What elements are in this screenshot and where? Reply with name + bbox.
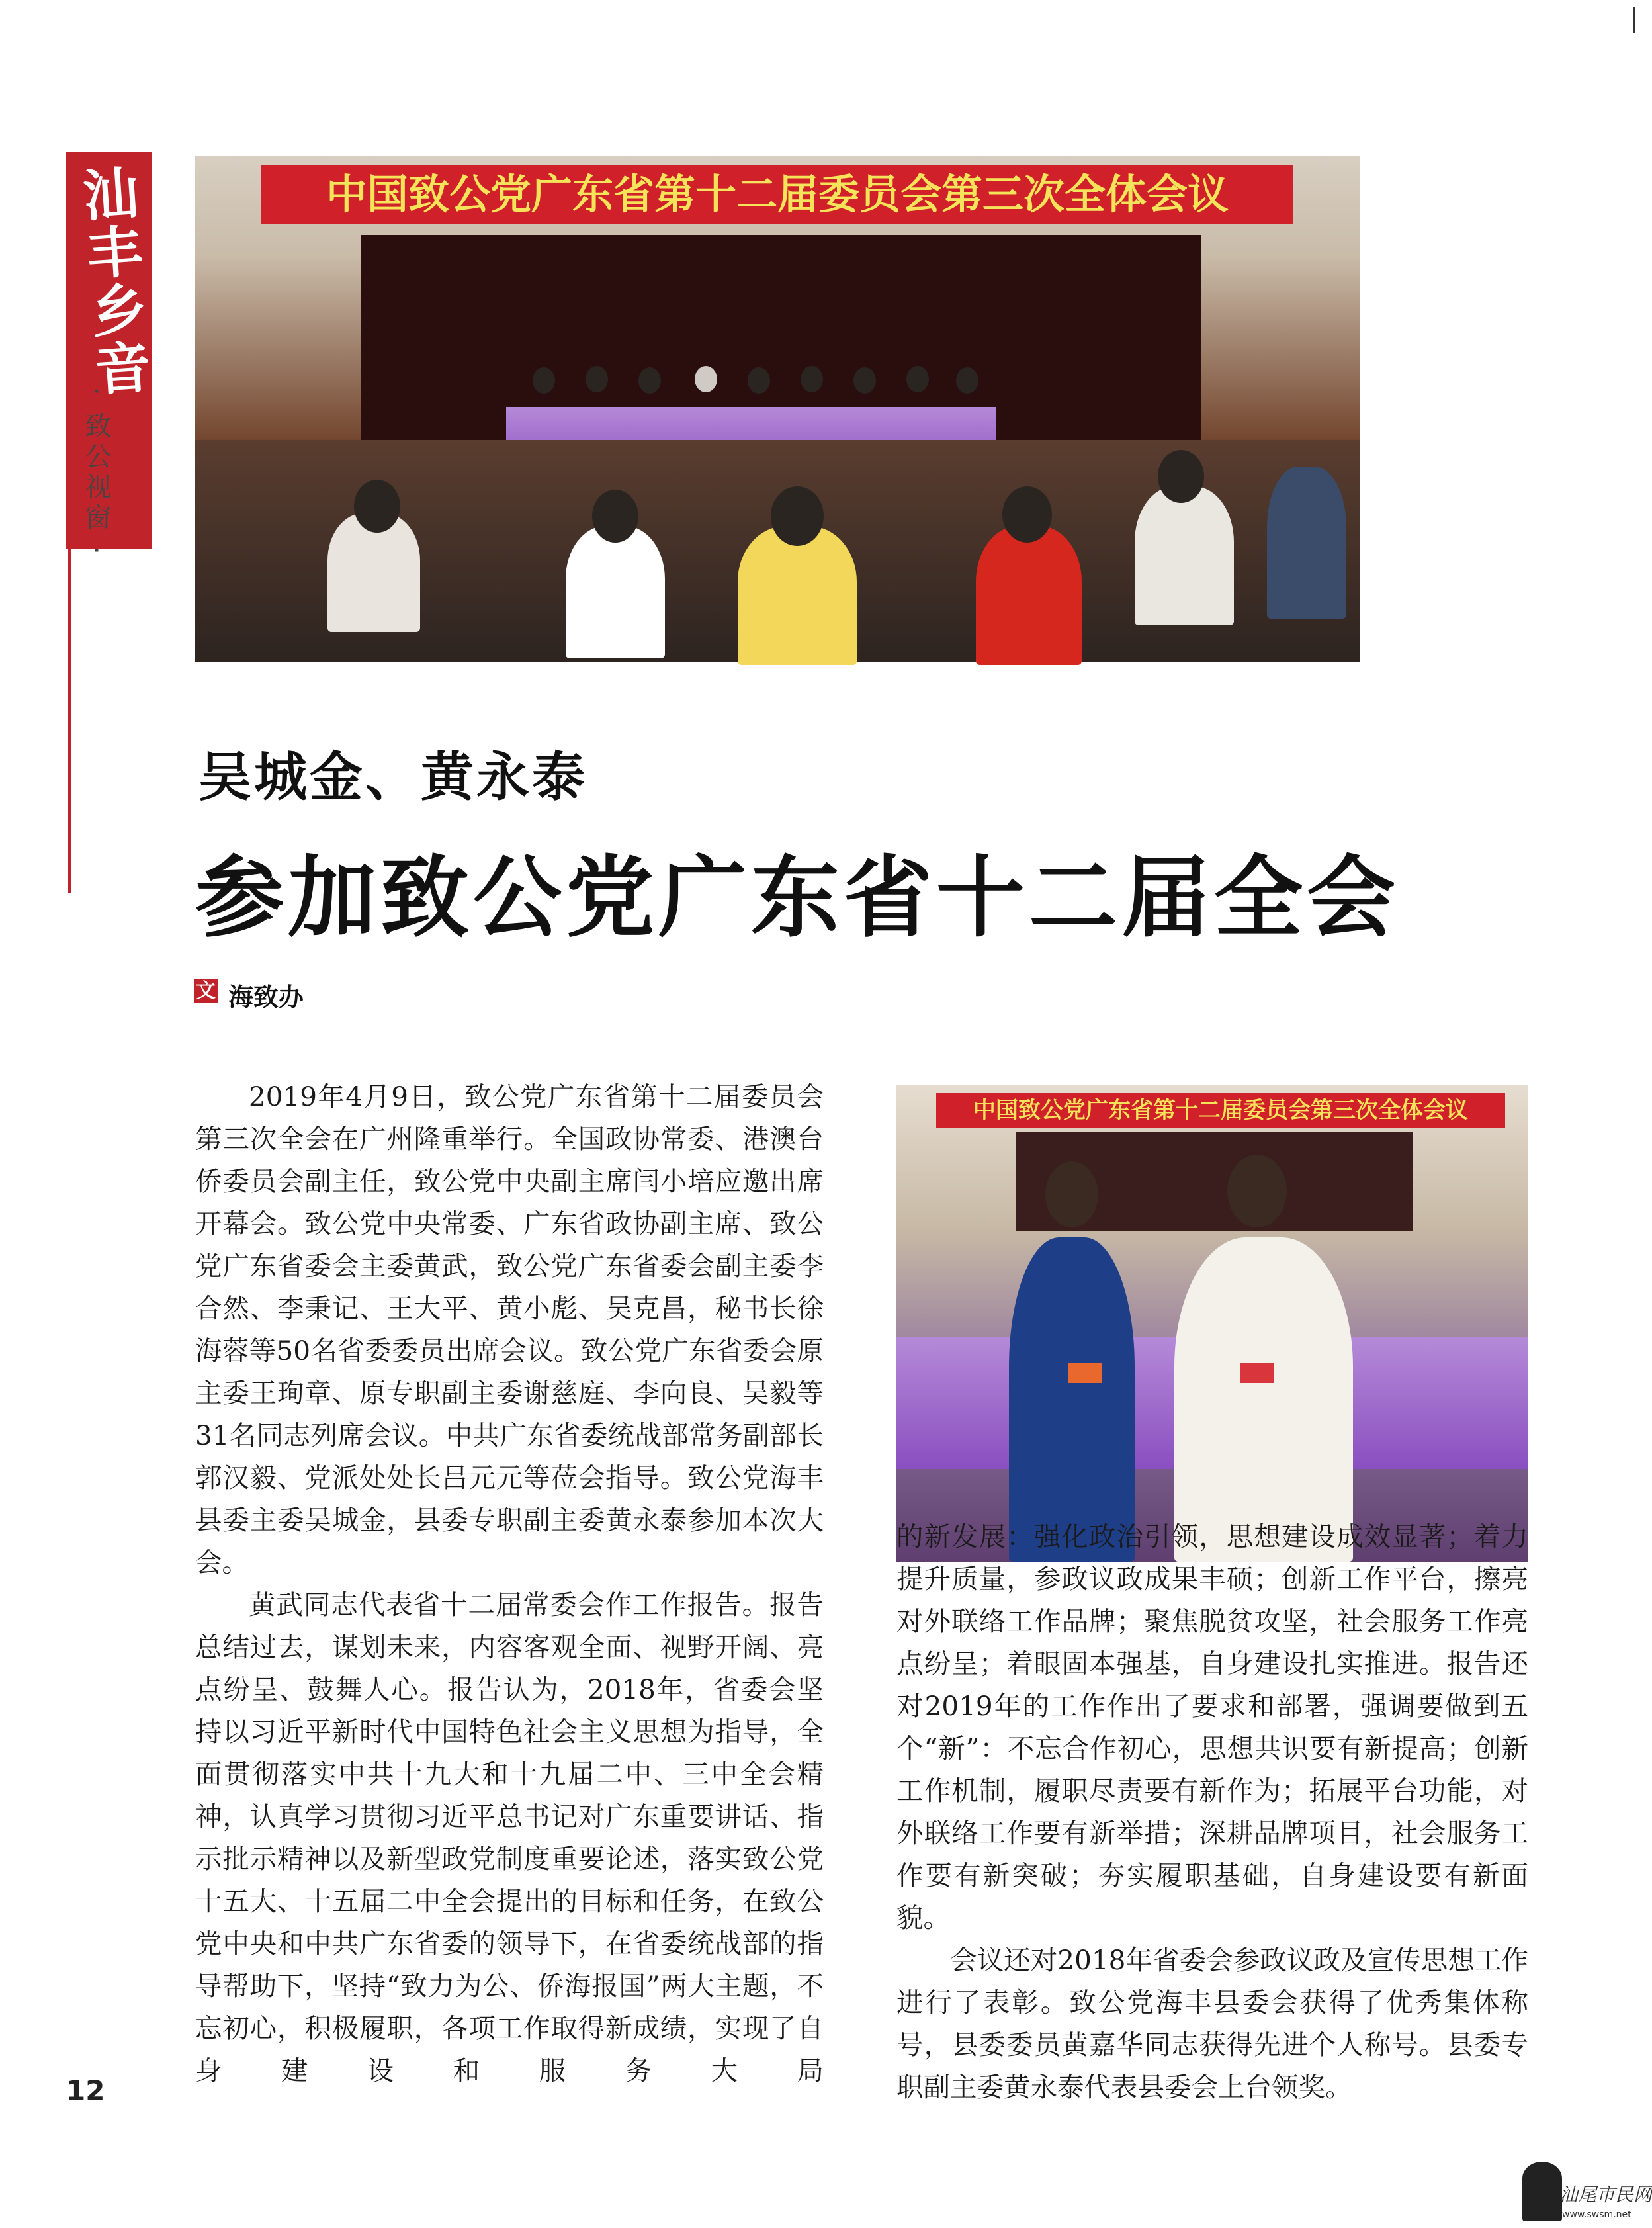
conference-photo xyxy=(195,156,1360,662)
paragraph: 2019年4月9日，致公党广东省第十二届委员会第三次全会在广州隆重举行。全国政协常委、港澳台侨委员会副主任，致公党中央副主席闫小培应邀出席开幕会。致公党中央常委、广东省政协副主席、致公党广东省委会主委黄武，致公党广东省委会副主委李合然、李秉记、王大平、黄小彪、吴克昌，秘书长徐海蓉等50名省委委员出席会议。致公党广东省委会原主委王珣章、原专职副主委谢慈庭、李向良、吴毅等31名同志列席会议。中共广东省委统战部常务副部长郭汉毅、党派处处长吕元元等莅会指导。致公党海丰县委主委吴城金，县委专职副主委黄永泰参加本次大会。 xyxy=(195,1081,824,1578)
article-body-column-2 xyxy=(896,1515,1528,2108)
watermark-text: 汕尾市民网 xyxy=(1559,2184,1652,2206)
article-subtitle: 吴城金、黄永泰 xyxy=(198,746,587,808)
article-title: 参加致公党广东省十二届全会 xyxy=(195,846,1400,950)
photo-banner: 中国致公党广东省第十二届委员会第三次全体会议 xyxy=(261,165,1293,224)
article-body-column-1 xyxy=(195,1075,824,2092)
person-silhouette-icon xyxy=(1522,2162,1562,2221)
watermark xyxy=(1522,2162,1652,2221)
photo-banner: 中国致公党广东省第十二届委员会第三次全体会议 xyxy=(936,1093,1505,1128)
paragraph: 的新发展：强化政治引领，思想建设成效显著；着力提升质量，参政议政成果丰硕；创新工作平台，擦亮对外联络工作品牌；聚焦脱贫攻坚，社会服务工作亮点纷呈；着眼固本强基，自身建设扎实推进。报告还对2019年的工作作出了要求和部署，强调要做到五个“新”：不忘合作初心，思想共识要有新提高；创新工作机制，履职尽责要有新作为；拓展平台功能，对外联络工作要有新举措；深耕品牌项目，社会服务工作要有新突破；夯实履职基础，自身建设要有新面貌。 xyxy=(896,1521,1528,1934)
brand-title: 汕丰乡音 xyxy=(71,163,154,400)
author-tag: 文 xyxy=(194,979,218,1003)
paragraph: 会议还对2018年省委会参政议政及宣传思想工作进行了表彰。致公党海丰县委会获得了优秀集体称号，县委委员黄嘉华同志获得先进个人称号。县委专职副主委黄永泰代表县委会上台领奖。 xyxy=(896,1944,1528,2103)
page-number: 12 xyxy=(66,2074,105,2107)
author-name: 海致办 xyxy=(228,983,304,1012)
paragraph: 黄武同志代表省十二届常委会作工作报告。报告总结过去，谋划未来，内容客观全面、视野开阔、亮点纷呈、鼓舞人心。报告认为，2018年，省委会坚持以习近平新时代中国特色社会主义思想为指导，全面贯彻落实中共十九大和十九届二中、三中全会精神，认真学习贯彻习近平总书记对广东重要讲话、指示批示精神以及新型政党制度重要论述，落实致公党十五大、十五届二中全会提出的目标和任务，在致公党中央和中共广东省委的领导下，在省委统战部的指导帮助下，坚持“致力为公、侨海报国”两大主题，不忘初心，积极履职，各项工作取得新成绩，实现了自身建设和服务大局 xyxy=(195,1589,824,2086)
crop-mark xyxy=(1606,7,1635,33)
column-label: · 致公视窗 · xyxy=(81,387,111,558)
brand-rule xyxy=(68,549,71,893)
watermark-url: www.swsm.net xyxy=(1562,2209,1631,2220)
delegates-photo xyxy=(896,1085,1528,1562)
